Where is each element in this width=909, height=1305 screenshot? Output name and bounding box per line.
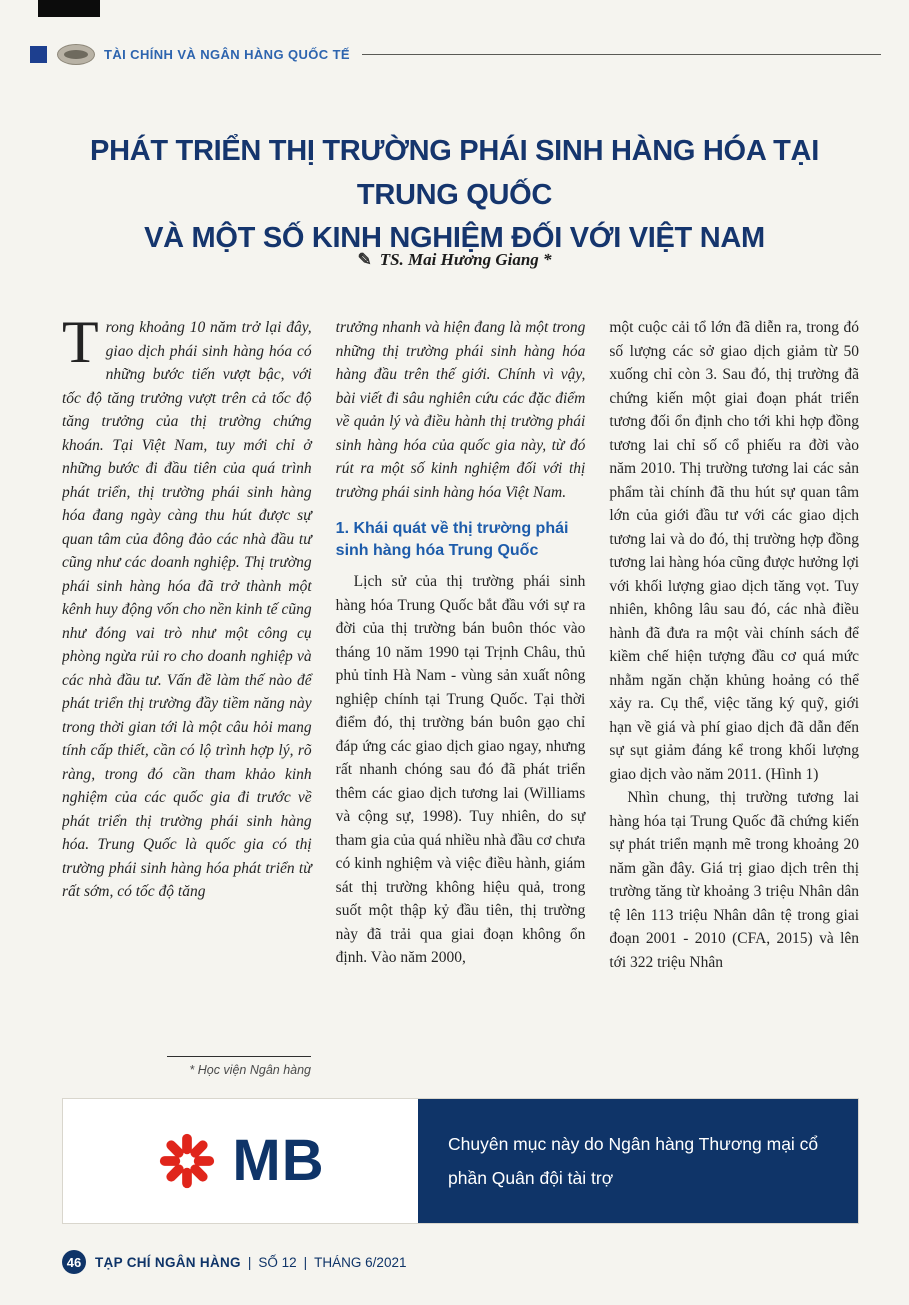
footer-separator-1: |	[247, 1254, 252, 1270]
mb-star-icon	[156, 1130, 218, 1192]
section-1-heading: 1. Khái quát về thị trường phái sinh hàng hóa Trung Quốc	[335, 520, 569, 559]
section-1-paragraph: Lịch sử của thị trường phái sinh hàng hóa Trung Quốc bắt đầu với sự ra đời của thị trường bán buôn thóc vào tháng 10 năm 1990 tại Trịnh Châu, thủ phủ tỉnh Hà Nam - vùng sản xuất nông nghiệp chính tại Trung Quốc. Tại thời điểm đó, thị trường bán buôn gạo chỉ đáp ứng các giao dịch giao ngay, nhưng rất nhanh chóng sau đó đã phát triển thêm các giao dịch tương lai (Williams và cộng sự, 1998). Tuy nhiên, do sự tham gia của quá nhiều nhà đầu cơ chưa có kinh nghiệm và việc điều hành, giám sát thị trường không hiệu quả, trong suốt một thập kỷ đầu tiên, thị trường này đã trải qua giai đoạn không ổn định. Vào năm 2000,	[335, 573, 586, 967]
issue-date: THÁNG 6/2021	[314, 1254, 407, 1270]
section-category-label: TÀI CHÍNH VÀ NGÂN HÀNG QUỐC TẾ	[104, 47, 350, 62]
column-2	[336, 316, 586, 1116]
footer-separator-2: |	[303, 1254, 308, 1270]
intro-paragraph	[62, 316, 312, 904]
footer-journal-info	[95, 1255, 406, 1270]
intro-paragraph-continued: trưởng nhanh và hiện đang là một trong những thị trường phái sinh hàng hóa hàng đầu trên thế giới. Chính vì vậy, bài viết đi sâu nghiên cứu các đặc điểm về quản lý và điều hành thị trường phái sinh hàng hóa của quốc gia này, từ đó rút ra một số kinh nghiệm đối với thị trường phái sinh hàng hóa Việt Nam.	[335, 319, 586, 501]
author-name: TS. Mai Hương Giang *	[379, 250, 552, 269]
intro-text: rong khoảng 10 năm trở lại đây, giao dịch phái sinh hàng hóa có những bước tiến vượt bậc, với tốc độ tăng trưởng vượt trên cả tốc độ tăng trưởng của thị trường chứng khoán. Tại Việt Nam, tuy mới chỉ ở những bước đi đầu tiên của quá trình phát triển, thị trường phái sinh hàng hóa đang ngày càng thu hút được sự quan tâm của đông đảo các nhà đầu tư cũng như các doanh nghiệp. Thị trường phái sinh hàng hóa đã trở thành một kênh huy động vốn cho nền kinh tế cũng như đóng vai trò như một công cụ phòng ngừa rủi ro cho doanh nghiệp và các nhà đầu tư. Vấn đề làm thế nào để phát triển thị trường đầy tiềm năng này trong thời gian tới là một câu hỏi mang tính cấp thiết, cần có lộ trình hợp lý, rõ ràng, trong đó cần tham khảo kinh nghiệm của các quốc gia đi trước về phát triển thị trường phái sinh hàng hóa. Trung Quốc là quốc gia có thị trường phái sinh hàng hóa phát triển từ rất sớm, có tốc độ tăng	[62, 319, 312, 900]
footnote	[62, 1056, 311, 1077]
journal-logo	[57, 44, 95, 65]
dropcap-letter: T	[62, 316, 99, 375]
journal-name: TẠP CHÍ NGÂN HÀNG	[95, 1254, 241, 1270]
header-rule	[362, 54, 881, 55]
header-square-marker	[30, 46, 47, 63]
mb-logo-text: MB	[232, 1128, 325, 1193]
article-title	[40, 130, 869, 261]
issue-number: SỐ 12	[258, 1254, 297, 1270]
page-footer	[62, 1250, 406, 1274]
sponsor-logo-area	[63, 1099, 418, 1223]
page-number-badge: 46	[62, 1250, 86, 1274]
article-body	[62, 316, 859, 1116]
footnote-text: * Học viện Ngân hàng	[189, 1063, 311, 1077]
article-title-line2: VÀ MỘT SỐ KINH NGHIỆM ĐỐI VỚI VIỆT NAM	[144, 222, 765, 254]
section-1-paragraph-2: Nhìn chung, thị trường tương lai hàng hóa tại Trung Quốc đã chứng kiến sự phát triển mạnh mẽ trong khoảng 20 năm gần đây. Giá trị giao dịch trên thị trường tăng từ khoảng 3 triệu Nhân dân tệ lên 113 triệu Nhân dân tệ trong giai đoạn 2001 - 2010 (CFA, 2015) và lên tới 322 triệu Nhân	[609, 789, 859, 971]
footnote-rule	[167, 1056, 311, 1057]
sponsor-message-box	[418, 1099, 858, 1223]
article-title-line1: PHÁT TRIỂN THỊ TRƯỜNG PHÁI SINH HÀNG HÓA TẠI TRUNG QUỐC	[90, 135, 819, 211]
pen-icon: ✎	[357, 250, 372, 269]
scan-artifact	[38, 0, 100, 17]
author-line	[0, 250, 909, 270]
column-3	[609, 316, 859, 1116]
sponsor-message: Chuyên mục này do Ngân hàng Thương mại cổ phần Quân đội tài trợ	[448, 1133, 819, 1188]
section-1-paragraph-continued: một cuộc cải tổ lớn đã diễn ra, trong đó số lượng các sở giao dịch giảm từ 50 xuống chỉ còn 3. Sau đó, thị trường đã chứng kiến một giai đoạn phát triển tương đối ổn định cho tới khi hợp đồng tương lai chỉ số cổ phiếu ra đời vào năm 2010. Thị trường tương lai các sản phẩm tài chính đã thu hút sự quan tâm lớn của giới đầu tư với các giao dịch tương lai và do đó, thị trường hợp đồng tương lai hàng hóa cũng được hưởng lợi với khối lượng giao dịch tăng vọt. Tuy nhiên, không lâu sau đó, các nhà điều hành đã đưa ra một vài chính sách để kiềm chế hiện tượng đầu cơ quá mức nhằm ngăn chặn khủng hoảng có thể xảy ra. Cụ thể, việc tăng ký quỹ, giới hạn về giá và phí giao dịch đã dẫn đến sự sụt giảm đáng kể trong khối lượng giao dịch vào năm 2011. (Hình 1)	[609, 319, 859, 783]
column-1	[62, 316, 312, 1116]
sponsor-banner	[62, 1098, 859, 1224]
page-header	[30, 44, 881, 65]
journal-logo-icon	[64, 50, 88, 59]
